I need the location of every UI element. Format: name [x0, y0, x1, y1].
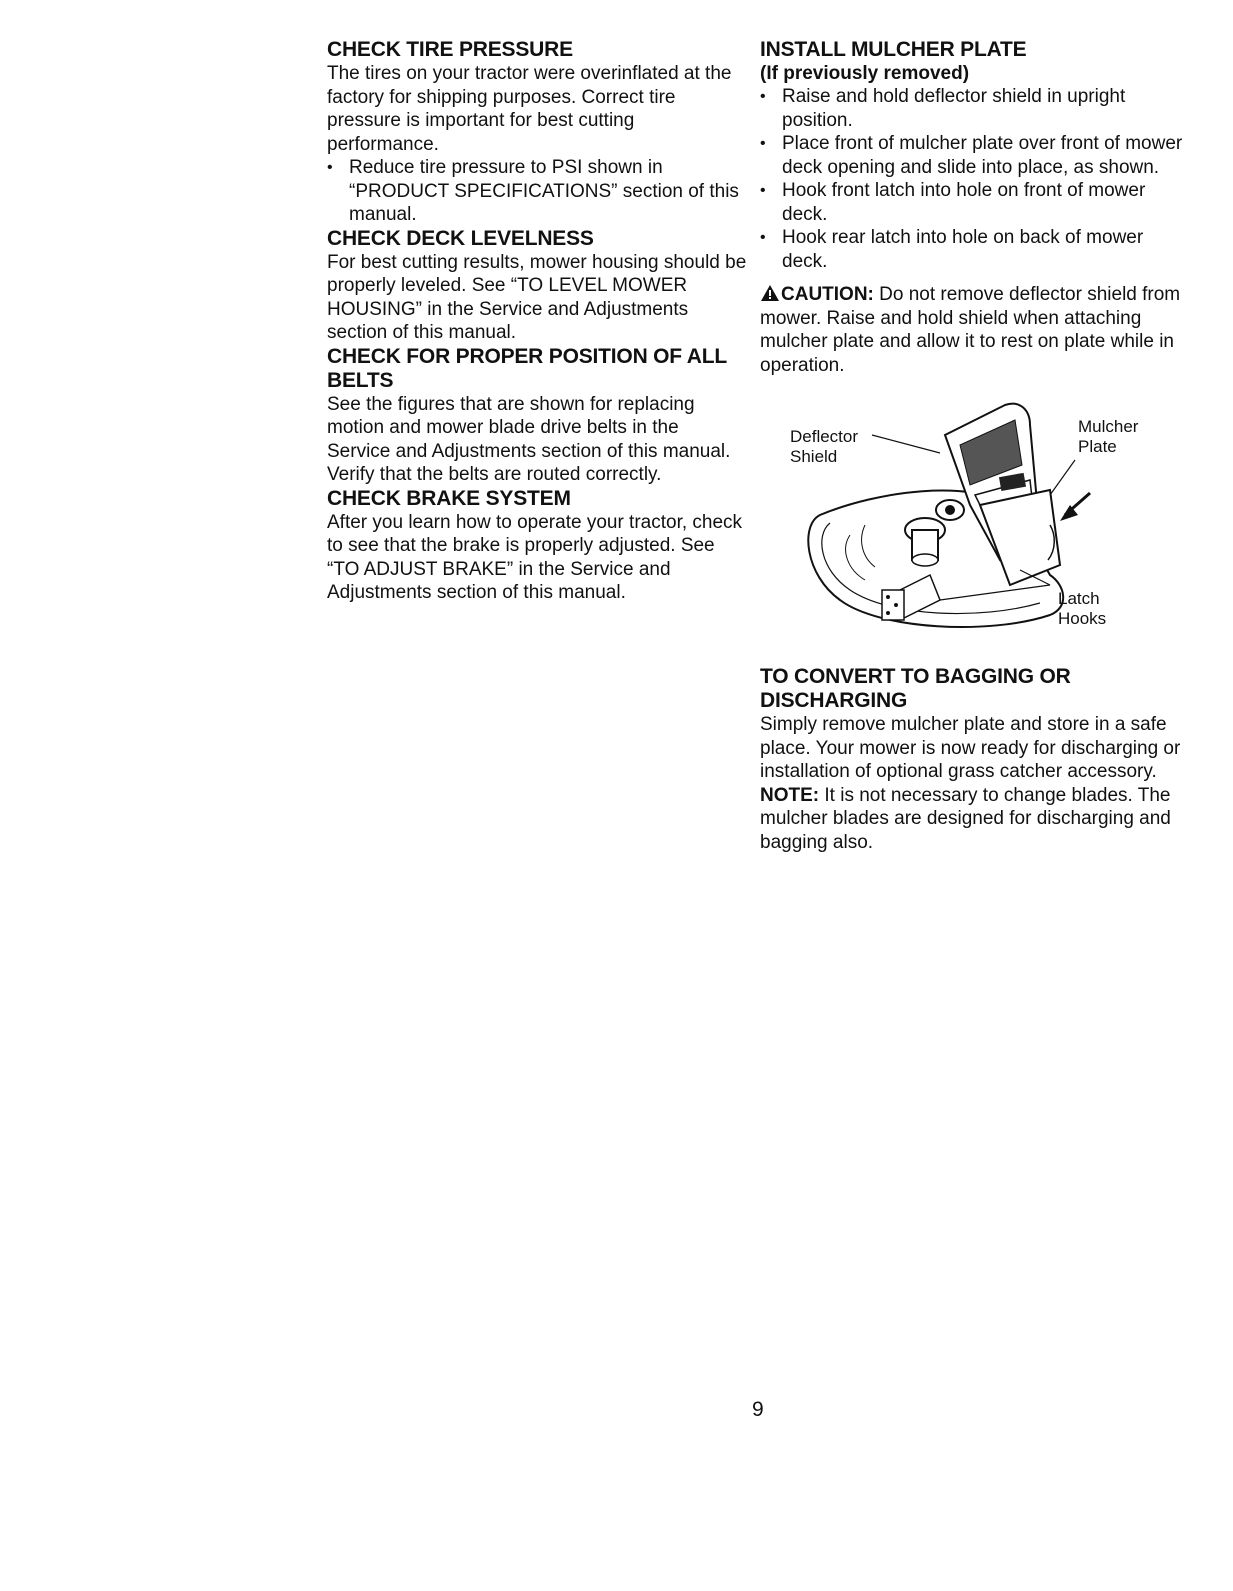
tire-pressure-heading: CHECK TIRE PRESSURE	[327, 38, 573, 61]
tire-pressure-body: The tires on your tractor were overinflated at the factory for shipping purposes. Correct tire pressure is important for best cutting performance.	[327, 63, 732, 155]
warning-triangle-icon	[760, 284, 780, 302]
right-column	[760, 38, 1190, 854]
brake-heading: CHECK BRAKE SYSTEM	[327, 486, 571, 510]
convert-heading: TO CONVERT TO BAGGING OR DISCHARGING	[760, 665, 1071, 712]
tire-pressure-section	[327, 38, 747, 227]
list-item: • Reduce tire pressure to PSI shown in “PRODUCT SPECIFICATIONS” section of this manual.	[327, 156, 747, 227]
list-item: • Hook front latch into hole on front of mower deck.	[760, 179, 1190, 226]
deck-levelness-heading: CHECK DECK LEVELNESS	[327, 226, 594, 250]
tire-pressure-list	[327, 156, 747, 227]
belts-section	[327, 345, 747, 487]
deck-levelness-section	[327, 227, 747, 345]
mulcher-section	[760, 38, 1190, 377]
mulcher-heading: INSTALL MULCHER PLATE	[760, 38, 1027, 61]
caution-paragraph	[760, 283, 1190, 377]
brake-section	[327, 487, 747, 605]
deck-levelness-body: For best cutting results, mower housing should be properly leveled. See “TO LEVEL MOWER HOUSING” in the Service and Adjustments section of this manual.	[327, 251, 747, 343]
note-paragraph	[760, 784, 1190, 855]
convert-section	[760, 665, 1190, 854]
page-number: 9	[752, 1398, 764, 1421]
list-item: • Hook rear latch into hole on back of mower deck.	[760, 226, 1190, 273]
belts-body: See the figures that are shown for replacing motion and mower blade drive belts in the Service and Adjustments section of this manual. Verify that the belts are routed correctly.	[327, 393, 731, 485]
mulcher-plate-figure	[760, 385, 1160, 655]
brake-body: After you learn how to operate your tractor, check to see that the brake is properly adjusted. See “TO ADJUST BRAKE” in the Service and Adjustments section of this manual.	[327, 511, 743, 603]
caution-label: CAUTION:	[781, 284, 874, 305]
deflector-shield-label: Deflector Shield	[790, 427, 859, 466]
note-label: NOTE:	[760, 784, 820, 806]
list-item: • Place front of mulcher plate over front of mower deck opening and slide into place, as shown.	[760, 132, 1190, 179]
list-item: • Raise and hold deflector shield in upright position.	[760, 85, 1190, 132]
mulcher-subheading: (If previously removed)	[760, 63, 970, 84]
belts-heading: CHECK FOR PROPER POSITION OF ALL BELTS	[327, 344, 727, 392]
mulcher-plate-label: Mulcher Plate	[1078, 417, 1139, 456]
caution-text: Do not remove deflector shield from mower. Raise and hold shield when attaching mulcher plate and allow it to rest on plate while in operation.	[760, 284, 1181, 376]
note-text: It is not necessary to change blades. The mulcher blades are designed for discharging and bagging also.	[760, 784, 1171, 853]
latch-hooks-label: Latch Hooks	[1058, 589, 1107, 628]
left-column	[327, 38, 747, 605]
mulcher-steps-list	[760, 85, 1190, 273]
convert-body: Simply remove mulcher plate and store in a safe place. Your mower is now ready for discharging or installation of optional grass catcher accessory.	[760, 714, 1181, 782]
